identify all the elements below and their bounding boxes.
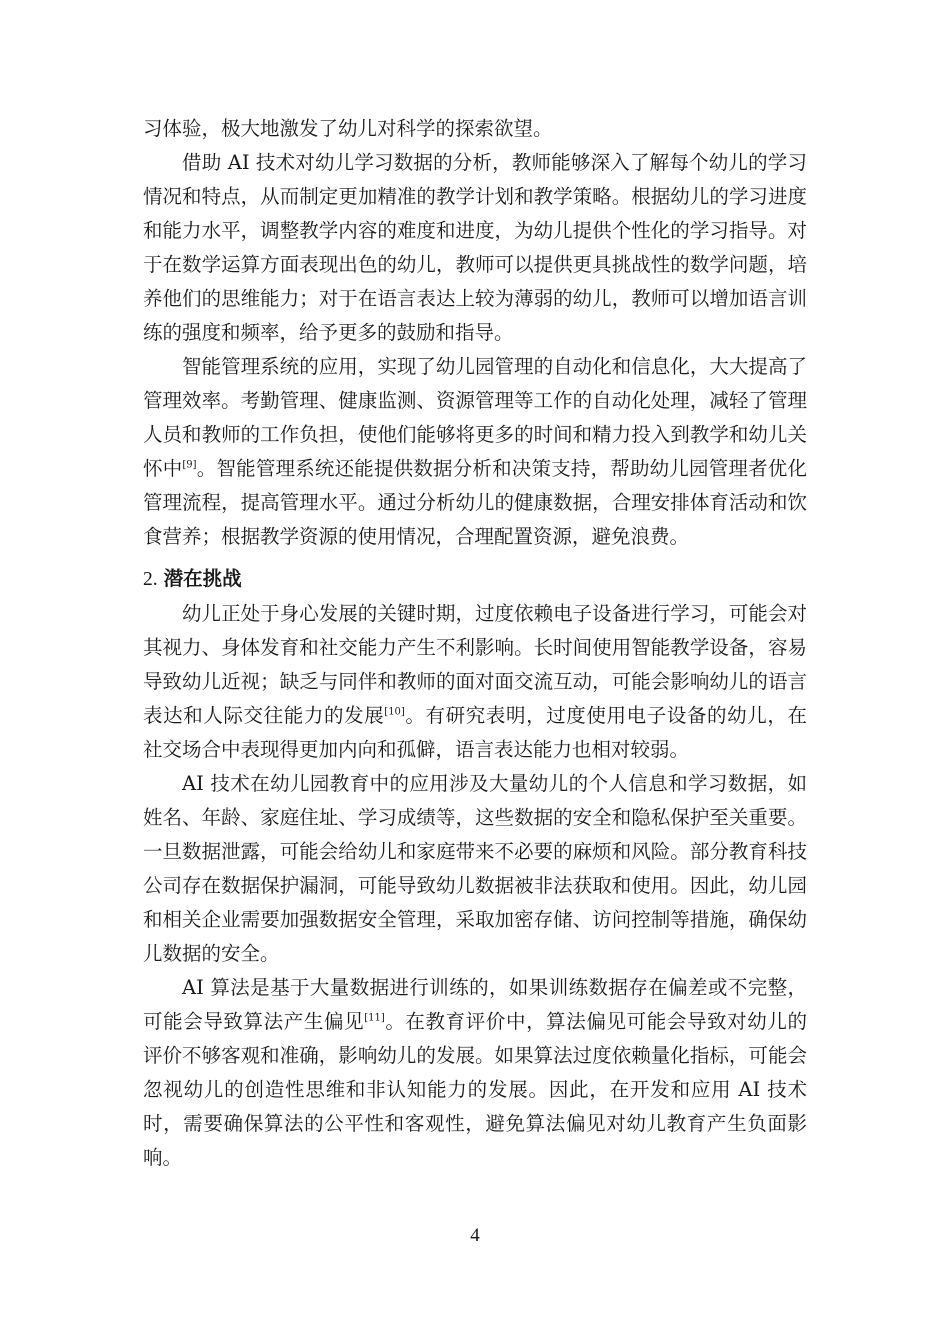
paragraph-text: 。智能管理系统还能提供数据分析和决策支持，帮助幼儿园管理者优化管理流程，提高管理水平。通过分析幼儿的健康数据，合理安排体育活动和饮食营养；根据教学资源的使用情况，合理配置资源，避免浪费。 (143, 457, 807, 548)
page-number: 4 (470, 1225, 480, 1246)
citation-ref: [10] (384, 706, 405, 718)
paragraph-continuation: 习体验，极大地激发了幼儿对科学的探索欲望。 (143, 117, 553, 140)
document-body (143, 112, 807, 1175)
paragraph-text: 。有研究表明，过度使用电子设备的幼儿，在社交场合中表现得更加内向和孤僻，语言表达能力也相对较弱。 (143, 704, 807, 761)
paragraph-text: AI 算法是基于大量数据进行训练的，如果训练数据存在偏差或不完整，可能会导致算法产生偏见 (143, 976, 807, 1033)
citation-ref: [11] (364, 1012, 385, 1024)
paragraph-text: 。在教育评价中，算法偏见可能会导致对幼儿的评价不够客观和准确，影响幼儿的发展。如果算法过度依赖量化指标，可能会忽视幼儿的创造性思维和非认知能力的发展。因此，在开发和应用 AI 技术时，需要确保算法的公平性和客观性，避免算法偏见对幼儿教育产生负面影响。 (143, 1010, 807, 1169)
paragraph-device-dependence (143, 597, 807, 767)
section-number: 2. (143, 569, 158, 590)
paragraph-algorithm-bias (143, 971, 807, 1175)
paragraph-data-privacy: AI 技术在幼儿园教育中的应用涉及大量幼儿的个人信息和学习数据，如姓名、年龄、家庭住址、学习成绩等，这些数据的安全和隐私保护至关重要。一旦数据泄露，可能会给幼儿和家庭带来不必要的麻烦和风险。部分教育科技公司存在数据保护漏洞，可能导致幼儿数据被非法获取和使用。因此，幼儿园和相关企业需要加强数据安全管理，采取加密存储、访问控制等措施，确保幼儿数据的安全。 (143, 772, 807, 965)
paragraph-ai-data-analysis: 借助 AI 技术对幼儿学习数据的分析，教师能够深入了解每个幼儿的学习情况和特点，从而制定更加精准的教学计划和教学策略。根据幼儿的学习进度和能力水平，调整教学内容的难度和进度，为幼儿提供个性化的学习指导。对于在数学运算方面表现出色的幼儿，教师可以提供更具挑战性的数学问题，培养他们的思维能力；对于在语言表达上较为薄弱的幼儿，教师可以增加语言训练的强度和频率，给予更多的鼓励和指导。 (143, 151, 807, 344)
citation-ref: [9] (182, 459, 197, 471)
paragraph-text: 幼儿正处于身心发展的关键时期，过度依赖电子设备进行学习，可能会对其视力、身体发育和社交能力产生不利影响。长时间使用智能教学设备，容易导致幼儿近视；缺乏与同伴和教师的面对面交流互动，可能会影响幼儿的语言表达和人际交往能力的发展 (143, 602, 807, 727)
section-heading (143, 562, 807, 597)
paragraph-text: 智能管理系统的应用，实现了幼儿园管理的自动化和信息化，大大提高了管理效率。考勤管理、健康监测、资源管理等工作的自动化处理，减轻了管理人员和教师的工作负担，使他们能够将更多的时间和精力投入到教学和幼儿关怀中 (143, 355, 807, 480)
paragraph-smart-management (143, 350, 807, 554)
section-title: 潜在挑战 (163, 567, 242, 590)
